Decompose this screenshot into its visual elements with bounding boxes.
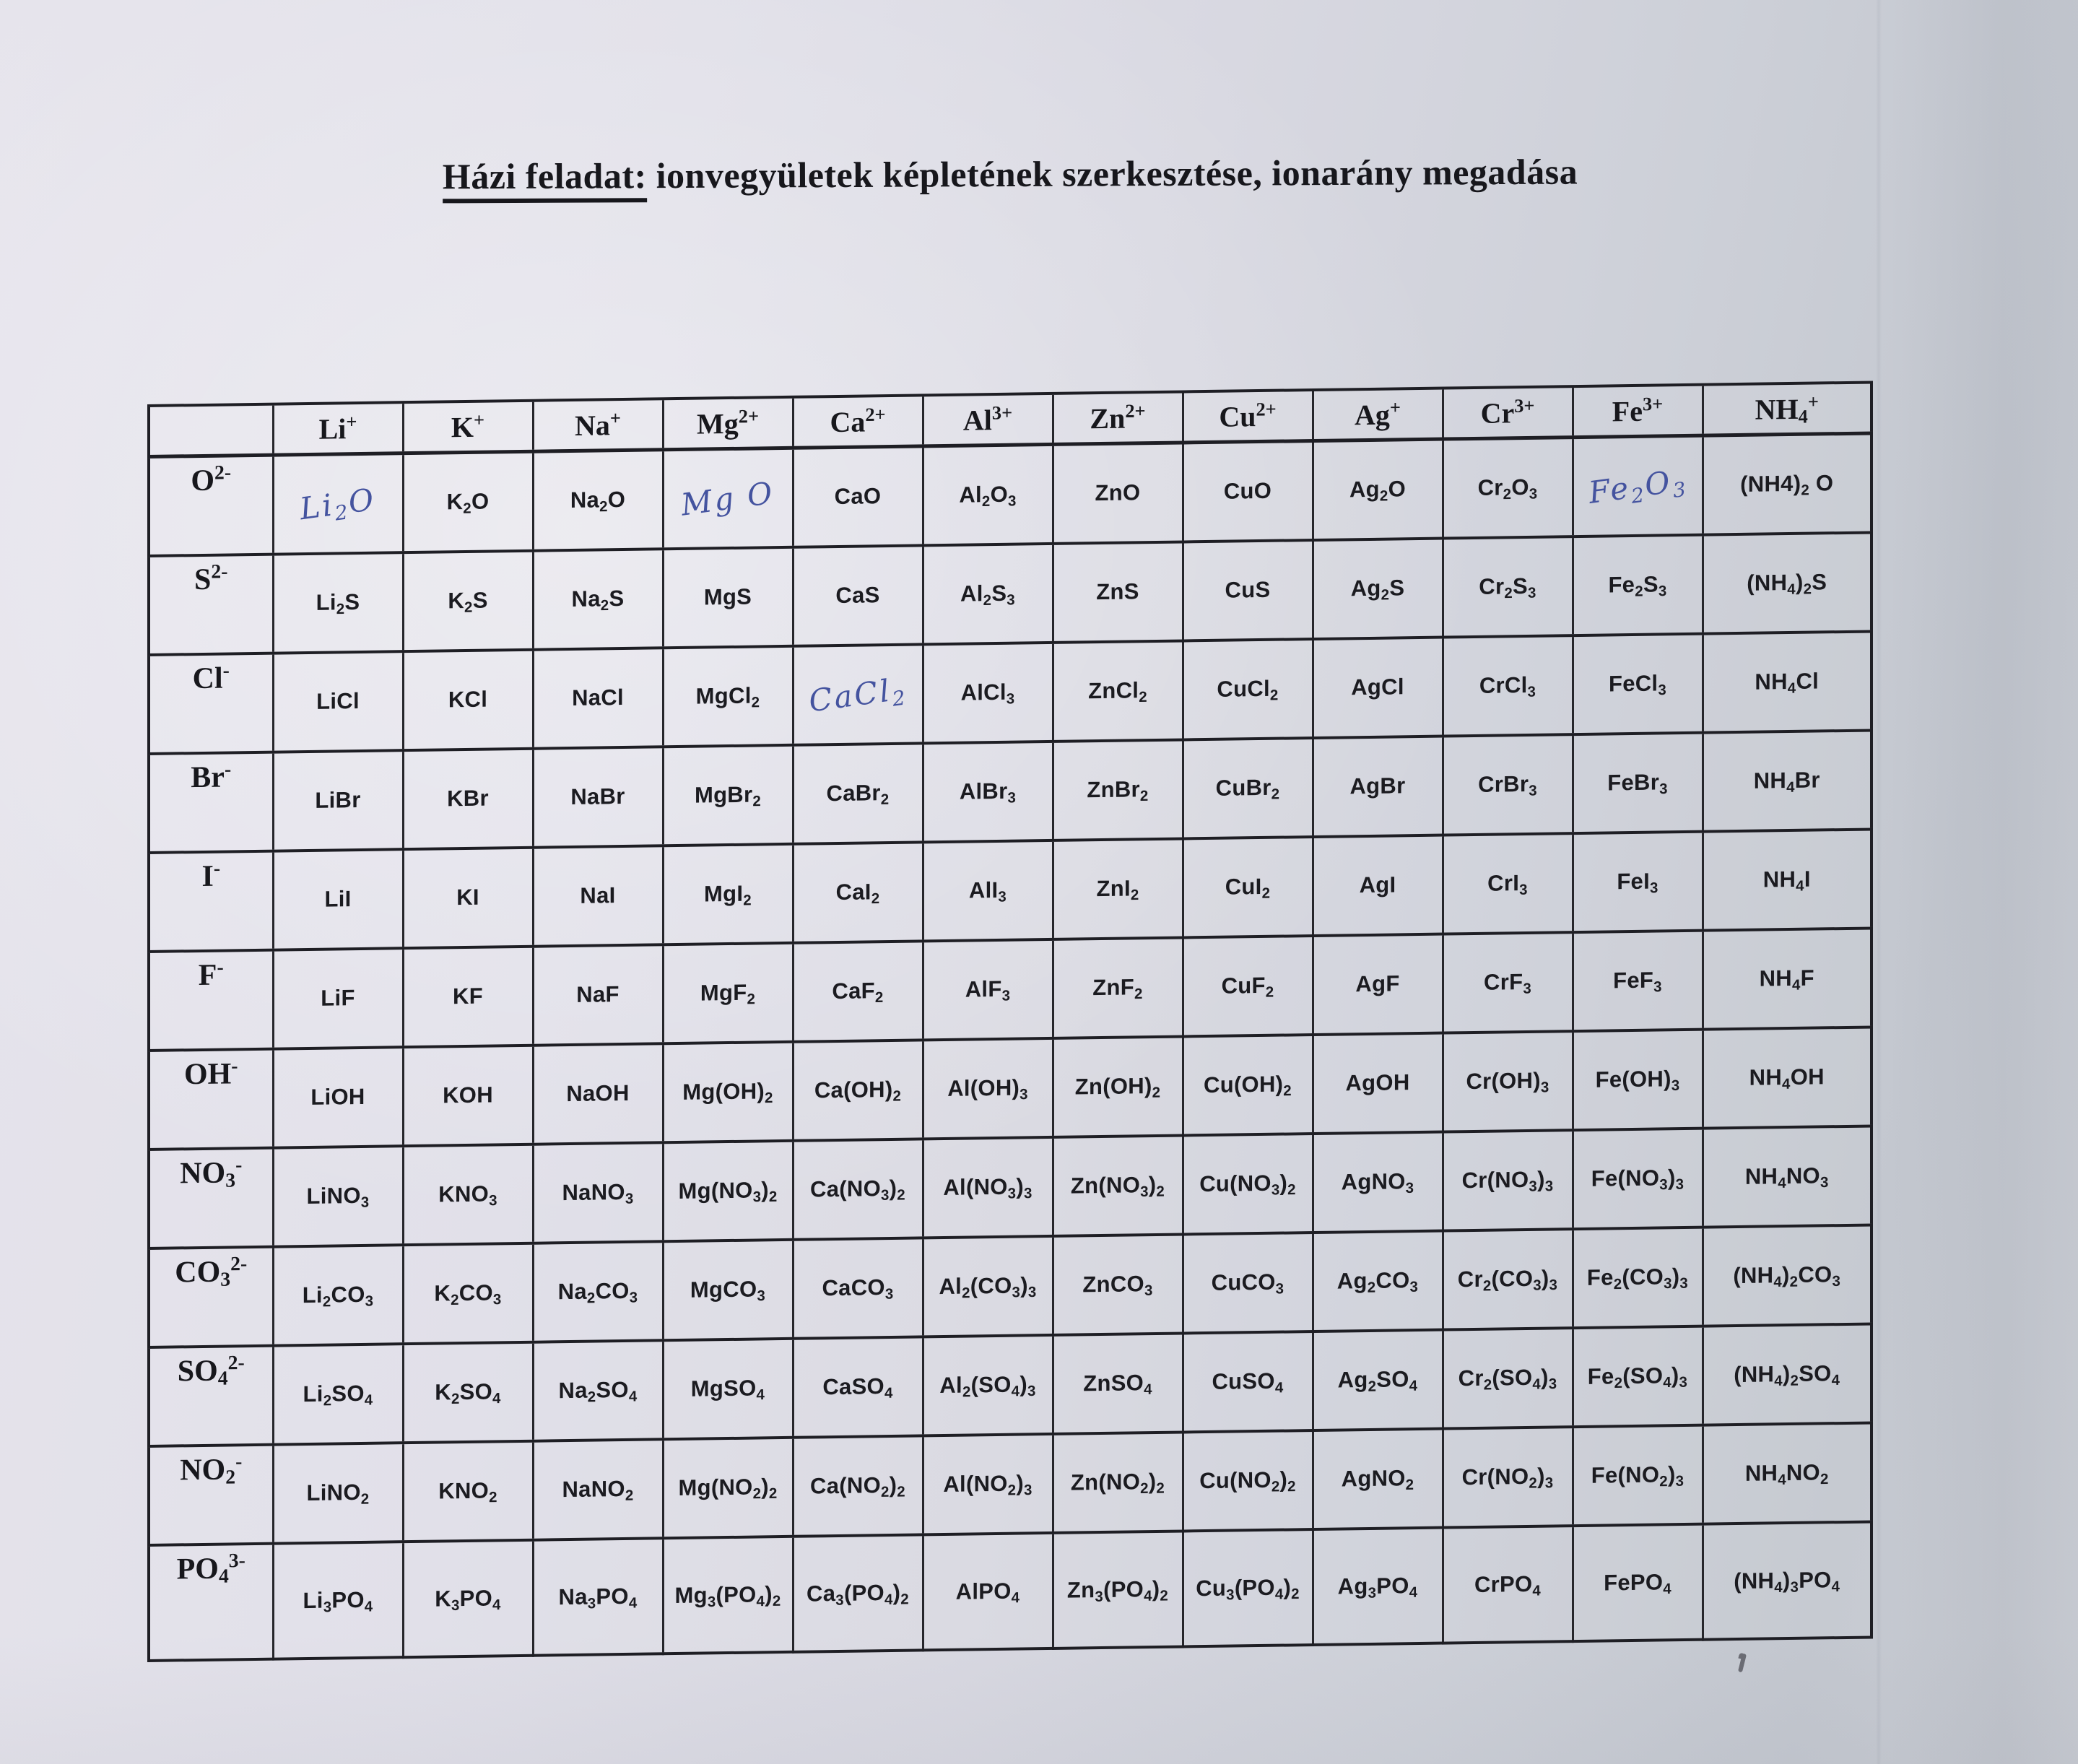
compound-cell: $K_2CO_3$	[403, 1243, 533, 1343]
compound-cell: $Ca(NO_3)_2$	[793, 1139, 923, 1239]
compound-cell: MgBr$_2$	[663, 744, 793, 845]
anion-header: Br-	[149, 752, 273, 852]
compound-cell: $K_2O$	[403, 451, 533, 552]
compound-cell: ZnS	[1053, 542, 1183, 642]
compound-cell: CaSO$_4$	[793, 1337, 923, 1437]
compound-cell: AgBr	[1313, 736, 1443, 836]
compound-cell: CaCO$_3$	[793, 1238, 923, 1338]
compound-cell: $Ag_2S$	[1313, 538, 1443, 638]
compound-cell: NaCl	[533, 648, 663, 748]
compound-cell: $Li_2S$	[273, 552, 403, 653]
compound-cell: $NH_4Cl$	[1703, 631, 1871, 732]
cation-header: Ag+	[1313, 388, 1443, 441]
compound-cell: $Li_2SO_4$	[273, 1344, 403, 1444]
compound-cell: MgCl$_2$	[663, 646, 793, 746]
compound-cell: NaNO$_3$	[533, 1142, 663, 1243]
compound-cell: CuBr$_2$	[1183, 738, 1313, 838]
compound-cell: $Mg(NO_3)_2$	[663, 1140, 793, 1241]
compound-cell: $Mg_3(PO_4)_2$	[663, 1536, 793, 1653]
compound-cell: $Al(NO_2)_3$	[923, 1433, 1053, 1534]
compound-cell: $Cr(OH)_3$	[1443, 1031, 1573, 1131]
compound-cell: AlI$_3$	[923, 840, 1053, 940]
compound-cell: NaOH	[533, 1043, 663, 1144]
compound-cell: $NH_4NO_3$	[1703, 1126, 1871, 1227]
compound-cell: CaI$_2$	[793, 842, 923, 942]
compound-cell: $KNO_2$	[403, 1441, 533, 1541]
compound-cell: CuCl$_2$	[1183, 639, 1313, 739]
compound-cell: LiCl	[273, 651, 403, 752]
compound-cell: MgI$_2$	[663, 843, 793, 944]
cation-header: K+	[403, 401, 533, 453]
compound-cell: ZnSO$_4$	[1053, 1333, 1183, 1433]
cation-header: Na+	[533, 399, 663, 451]
compound-cell: $NH_4F$	[1703, 928, 1871, 1029]
compound-cell: MgS	[663, 547, 793, 647]
compound-cell: $Ag_2CO_3$	[1313, 1230, 1443, 1331]
cation-header: $NH_4^+$	[1703, 382, 1871, 435]
compound-cell: $Ca_3(PO_4)_2$	[793, 1534, 923, 1651]
compound-cell: $Ag_2SO_4$	[1313, 1329, 1443, 1430]
cation-header: $Ca^{2+}$	[793, 395, 923, 448]
compound-cell: LiNO$_3$	[273, 1146, 403, 1246]
compound-cell: LiI	[273, 849, 403, 950]
compound-cell: $Fe(OH)_3$	[1573, 1029, 1703, 1129]
compound-cell: CaCl$_2$	[793, 644, 923, 744]
compound-cell: $Na_2S$	[533, 549, 663, 649]
compound-cell: FeF$_3$	[1573, 930, 1703, 1030]
ionic-compounds-table-wrap	[147, 381, 1870, 1662]
compound-cell: $(NH_4)_3PO_4$	[1703, 1521, 1871, 1639]
compound-cell: $Fe_2(CO_3)_3$	[1573, 1227, 1703, 1327]
compound-cell: $Cr(NO_2)_3$	[1443, 1427, 1573, 1527]
compound-cell: $NH_4Br$	[1703, 730, 1871, 831]
cation-header: $Zn^{2+}$	[1053, 391, 1183, 444]
compound-cell: $Cr_2(SO_4)_3$	[1443, 1328, 1573, 1428]
compound-cell: CaO	[793, 446, 923, 547]
compound-cell: FeCl$_3$	[1573, 633, 1703, 734]
cation-header: $Al^{3+}$	[923, 394, 1053, 446]
compound-cell: NaF	[533, 944, 663, 1045]
compound-cell: $NH_4OH$	[1703, 1027, 1871, 1128]
compound-cell: CaF$_2$	[793, 941, 923, 1041]
compound-cell: AlPO$_4$	[923, 1532, 1053, 1649]
cation-header: $Mg^{2+}$	[663, 397, 793, 450]
compound-cell: $Li_2CO_3$	[273, 1245, 403, 1345]
compound-cell: ZnCl$_2$	[1053, 640, 1183, 741]
compound-cell: $Al_2O_3$	[923, 444, 1053, 544]
compound-cell: NaI	[533, 846, 663, 946]
compound-cell: CuI$_2$	[1183, 837, 1313, 937]
page-title-lead: Házi feladat:	[443, 155, 647, 203]
compound-cell: $Cu(NO_3)_2$	[1183, 1134, 1313, 1234]
compound-cell: CaS	[793, 545, 923, 646]
compound-cell: ZnI$_2$	[1053, 838, 1183, 939]
compound-cell: KCl	[403, 649, 533, 750]
compound-cell: CuS	[1183, 540, 1313, 640]
compound-cell: $Ag_2O$	[1313, 439, 1443, 539]
compound-cell: CuO	[1183, 441, 1313, 542]
compound-cell: $Na_2SO_4$	[533, 1340, 663, 1441]
compound-cell: CrCl$_3$	[1443, 635, 1573, 736]
compound-cell: CaBr$_2$	[793, 743, 923, 843]
compound-cell: AgOH	[1313, 1033, 1443, 1133]
compound-cell: $NH_4NO_2$	[1703, 1422, 1871, 1524]
anion-header: $PO_4^{3-}$	[149, 1543, 273, 1660]
compound-cell: CrBr$_3$	[1443, 734, 1573, 835]
compound-cell: $K_3PO_4$	[403, 1539, 533, 1656]
compound-cell: CuF$_2$	[1183, 936, 1313, 1036]
ionic-compounds-table	[147, 381, 1873, 1661]
page-title-rest: ionvegyületek képletének szerkesztése, ionarány megadása	[646, 151, 1578, 196]
compound-cell: $Zn(NO_2)_2$	[1053, 1432, 1183, 1532]
paper-crease	[1876, 0, 1882, 1764]
compound-cell: $Li_2O$	[273, 453, 403, 554]
compound-cell: $KNO_3$	[403, 1144, 533, 1244]
compound-cell: AgCl	[1313, 637, 1443, 737]
anion-header: F-	[149, 950, 273, 1050]
compound-cell: $Ag_3PO_4$	[1313, 1527, 1443, 1644]
cation-header: Li+	[273, 402, 403, 455]
anion-header: Cl-	[149, 653, 273, 753]
compound-cell: $Cr_2O_3$	[1443, 438, 1573, 538]
compound-cell: KBr	[403, 748, 533, 848]
anion-header: I-	[149, 851, 273, 951]
compound-cell: $Cu_3(PO_4)_2$	[1183, 1529, 1313, 1646]
compound-cell: $Fe(NO_3)_3$	[1573, 1128, 1703, 1228]
anion-header: $CO_3^{2-}$	[149, 1246, 273, 1347]
compound-cell: LiF	[273, 948, 403, 1048]
compound-cell: LiNO$_2$	[273, 1443, 403, 1543]
compound-cell: CuSO$_4$	[1183, 1331, 1313, 1432]
anion-header: $SO_4^{2-}$	[149, 1345, 273, 1446]
compound-cell: NaBr	[533, 747, 663, 847]
compound-cell: AlCl$_3$	[923, 642, 1053, 742]
compound-cell: $Li_3PO_4$	[273, 1542, 403, 1659]
compound-cell: $Zn_3(PO_4)_2$	[1053, 1531, 1183, 1648]
compound-cell: $Fe_2S_3$	[1573, 534, 1703, 635]
page-title	[0, 149, 2049, 200]
compound-cell: $Na_2O$	[533, 450, 663, 550]
compound-cell: FeI$_3$	[1573, 831, 1703, 931]
compound-cell: ZnCO$_3$	[1053, 1234, 1183, 1334]
compound-cell: ZnF$_2$	[1053, 937, 1183, 1038]
compound-cell: $Fe_2O_3$	[1573, 435, 1703, 536]
paper-shading-right	[1890, 0, 2078, 1764]
compound-cell: $Ca(NO_2)_2$	[793, 1435, 923, 1536]
cation-header: $Cu^{2+}$	[1183, 390, 1313, 443]
compound-cell: AgF	[1313, 934, 1443, 1034]
compound-cell: $(NH_4)_2SO_4$	[1703, 1324, 1871, 1425]
compound-cell: CrPO$_4$	[1443, 1526, 1573, 1643]
compound-cell: $(NH_4)_2CO_3$	[1703, 1225, 1871, 1326]
compound-cell: Mg O	[663, 448, 793, 548]
compound-cell: AlBr$_3$	[923, 741, 1053, 841]
table-row	[149, 1521, 1871, 1660]
anion-header: OH-	[149, 1048, 273, 1149]
anion-header: $NO_3^-$	[149, 1147, 273, 1248]
compound-cell: MgCO$_3$	[663, 1239, 793, 1339]
compound-cell: $Cu(OH)_2$	[1183, 1035, 1313, 1135]
cation-header: $Cr^{3+}$	[1443, 386, 1573, 439]
compound-cell: $Ca(OH)_2$	[793, 1040, 923, 1140]
compound-cell: $Al_2(SO_4)_3$	[923, 1334, 1053, 1435]
anion-header: $O^{2-}$	[149, 455, 273, 555]
compound-cell: $Na_2CO_3$	[533, 1241, 663, 1342]
compound-cell: KOH	[403, 1045, 533, 1145]
anion-header: $S^{2-}$	[149, 554, 273, 654]
compound-cell: $(NH4)_2$ O	[1703, 433, 1871, 534]
compound-cell: $Al(OH)_3$	[923, 1038, 1053, 1138]
compound-cell: $Zn(NO_3)_2$	[1053, 1135, 1183, 1235]
compound-cell: ZnO	[1053, 443, 1183, 543]
anion-header: $NO_2^-$	[149, 1444, 273, 1544]
compound-cell: $Cr_2(CO_3)_3$	[1443, 1229, 1573, 1329]
compound-cell: $NH_4I$	[1703, 829, 1871, 930]
compound-cell: AgNO$_3$	[1313, 1131, 1443, 1232]
compound-cell: FePO$_4$	[1573, 1524, 1703, 1641]
compound-cell: $Fe_2(SO_4)_3$	[1573, 1326, 1703, 1426]
compound-cell: $K_2S$	[403, 550, 533, 651]
compound-cell: $K_2SO_4$	[403, 1342, 533, 1442]
compound-cell: CuCO$_3$	[1183, 1233, 1313, 1333]
compound-cell: FeBr$_3$	[1573, 732, 1703, 833]
compound-cell: $Zn(OH)_2$	[1053, 1036, 1183, 1137]
compound-cell: $Fe(NO_2)_3$	[1573, 1425, 1703, 1525]
compound-cell: $Cu(NO_2)_2$	[1183, 1430, 1313, 1531]
compound-cell: KI	[403, 847, 533, 947]
compound-cell: $Al_2S_3$	[923, 543, 1053, 643]
corner-cell	[149, 404, 273, 457]
cation-header: $Fe^{3+}$	[1573, 385, 1703, 438]
compound-cell: AlF$_3$	[923, 939, 1053, 1039]
compound-cell: $Mg(OH)_2$	[663, 1041, 793, 1142]
compound-cell: LiOH	[273, 1047, 403, 1147]
compound-cell: $Al(NO_3)_3$	[923, 1137, 1053, 1237]
compound-cell: MgF$_2$	[663, 942, 793, 1043]
compound-cell: NaNO$_2$	[533, 1439, 663, 1539]
compound-cell: CrF$_3$	[1443, 932, 1573, 1033]
compound-cell: MgSO$_4$	[663, 1338, 793, 1438]
compound-cell: LiBr	[273, 750, 403, 851]
compound-cell: KF	[403, 946, 533, 1046]
compound-cell: CrI$_3$	[1443, 833, 1573, 934]
compound-cell: $Na_3PO_4$	[533, 1538, 663, 1655]
compound-cell: AgI	[1313, 835, 1443, 935]
compound-cell: $Cr(NO_3)_3$	[1443, 1130, 1573, 1230]
compound-cell: $(NH_4)_2S$	[1703, 532, 1871, 633]
compound-cell: $Mg(NO_2)_2$	[663, 1437, 793, 1537]
compound-cell: ZnBr$_2$	[1053, 739, 1183, 840]
compound-cell: AgNO$_2$	[1313, 1428, 1443, 1529]
compound-cell: $Cr_2S_3$	[1443, 536, 1573, 637]
compound-cell: $Al_2(CO_3)_3$	[923, 1235, 1053, 1336]
